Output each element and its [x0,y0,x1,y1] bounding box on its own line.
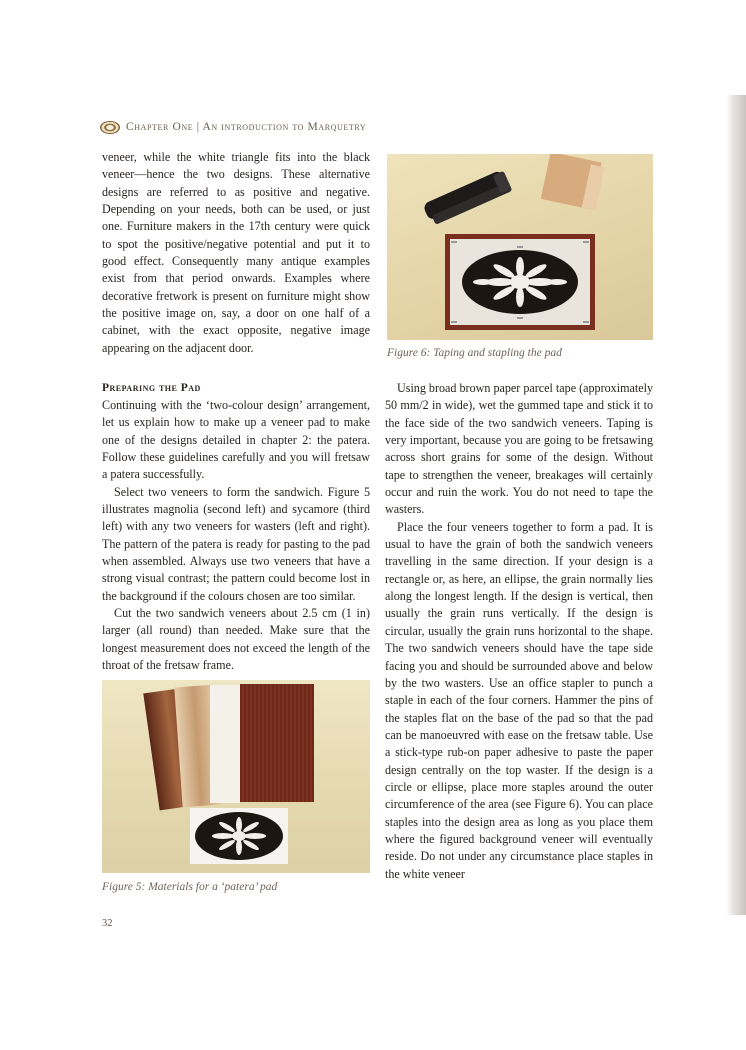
figure-6-illustration [387,154,653,340]
page-gutter-shadow [726,95,746,915]
left-column-bottom [102,380,370,675]
chapter-title: Chapter One | An introduction to Marquetry [126,121,367,133]
rosette-ornament-icon [100,121,120,134]
right-column [385,380,653,883]
stapler-image [422,169,512,227]
paragraph: Continuing with the ‘two-colour design’ arrangement, let us explain how to make up a veneer pad to make one of the designs detailed in chapter 2: the patera. Follow these guidelines carefully and you will fretsaw a patera successfully. [102,398,370,482]
waster-veneer-right [240,684,314,802]
patera-petals [212,817,266,855]
paragraph: veneer, while the white triangle fits into the black veneer—hence the two designs. These alternative designs are referred to as positive and negative. Depending on your needs, both can be used, or just one. Furniture makers in the 17th century were quick to spot the positive/negative potential and put it to good effect. Consequently many antique examples exist from that period onwards. Examples where decorative fretwork is present on furniture might show the positive image on, say, a door on one half of a cabinet, with the exact opposite, negative image appearing on the adjacent door. [102,150,370,355]
page-number: 32 [102,918,113,929]
tape-image [541,154,606,210]
figure-5-illustration [102,680,370,873]
figure-6-caption: Figure 6: Taping and stapling the pad [387,347,562,359]
sycamore-veneer [210,685,240,803]
figure-5-caption: Figure 5: Materials for a ‘patera’ pad [102,881,278,893]
paragraph: Place the four veneers together to form a pad. It is usual to have the grain of both the sandwich veneers travelling in the same direction. If your design is a rectangle or, as here, an ellipse, the grain normally lies along the longest length. If the design is vertical, then usually the grain runs vertically. If the design is circular, usually the grain runs horizontal to the shape. The two sandwich veneers should have the tape side facing you and should be surrounded above and below by the two wasters. Use an office stapler to punch a staple in each of the four corners. Hammer the pins of the staples flat on the base of the pad so that the pad can be manoeuvred with ease on the fretsaw table. Use a stick-type rub-on paper adhesive to paste the paper design centrally on the top waster. If the design is a circle or ellipse, place more staples around the outer circumference of the area (see Figure 6). You can place staples into the design area as long as you place them where the figured background veneer will eventually reside. Do not under any circumstance place staples in the white veneer [385,519,653,881]
figure-6-photo [387,154,653,340]
left-column-top [102,149,370,357]
paragraph: Cut the two sandwich veneers about 2.5 cm (1 in) larger (all round) than needed. Make sure that the longest measurement does not exceed the length of the throat of the fretsaw frame. [102,606,370,673]
figure-5-photo [102,680,370,873]
paragraph: Select two veneers to form the sandwich. Figure 5 illustrates magnolia (second left) and sycamore (third left) with any two veneers for wasters (left and right). The pattern of the patera is ready for pasting to the pad when assembled. Always use two veneers that have a strong visual contrast; the pattern could become lost in the background if the colours chosen are too similar. [102,484,370,603]
paragraph: Using broad brown paper parcel tape (approximately 50 mm/2 in wide), wet the gummed tape and stick it to the face side of the two sandwich veneers. Taping is very important, because you are going to be fretsawing across short grains for some of the design. Without tape to strengthen the veneer, breakages will certainly occur and ruin the work. You do not need to tape the wasters. [385,381,653,517]
section-heading: Preparing the Pad [102,382,201,394]
running-header [100,119,366,135]
